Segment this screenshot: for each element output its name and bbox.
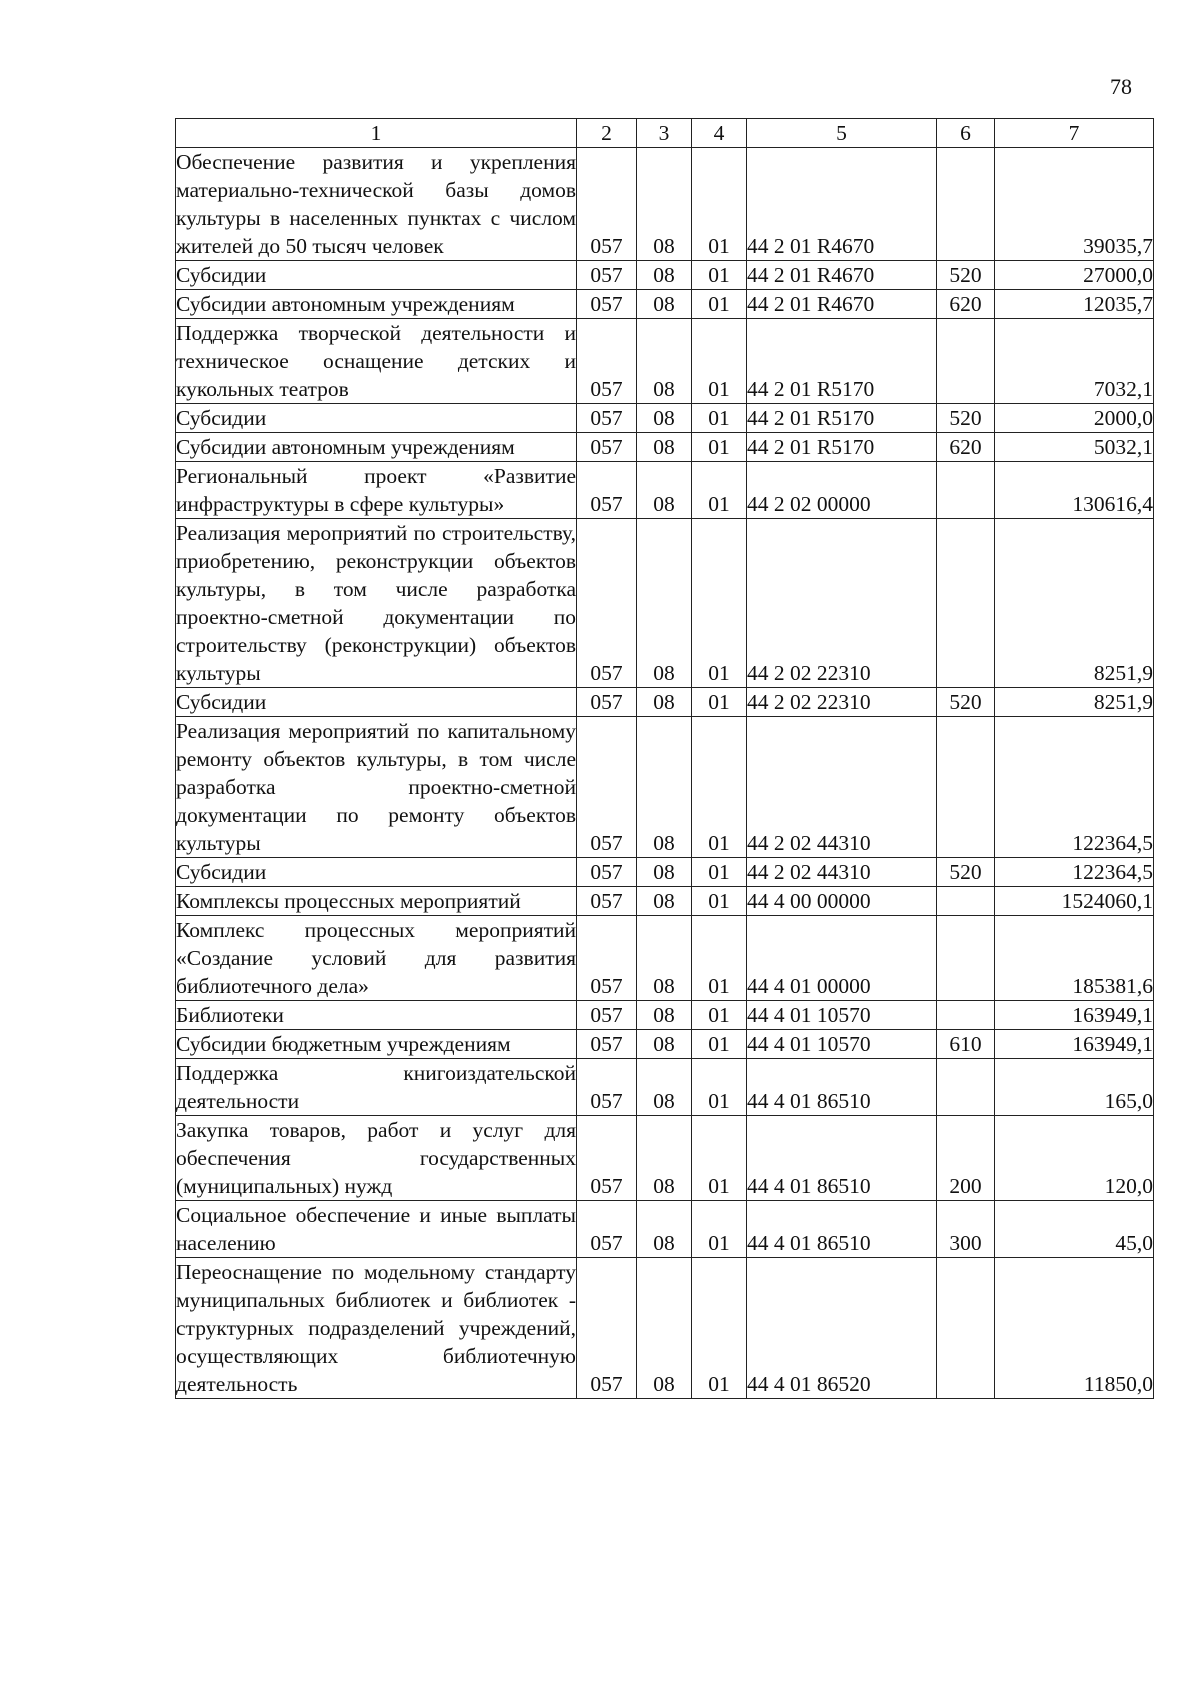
ministry-code-cell: 057 xyxy=(577,1116,637,1201)
amount-cell: 163949,1 xyxy=(995,1030,1154,1059)
section-code-cell: 08 xyxy=(637,887,692,916)
target-article-cell: 44 2 02 44310 xyxy=(747,717,937,858)
item-name-cell: Субсидии xyxy=(176,261,577,290)
ministry-code-cell: 057 xyxy=(577,688,637,717)
table-row xyxy=(176,261,1154,290)
amount-cell: 8251,9 xyxy=(995,519,1154,688)
table-row xyxy=(176,1059,1154,1116)
subsection-code-cell: 01 xyxy=(692,290,747,319)
table-row xyxy=(176,519,1154,688)
section-code-cell: 08 xyxy=(637,462,692,519)
subsection-code-cell: 01 xyxy=(692,1258,747,1399)
table-row xyxy=(176,916,1154,1001)
ministry-code-cell: 057 xyxy=(577,1258,637,1399)
expense-type-cell: 300 xyxy=(937,1201,995,1258)
section-code-cell: 08 xyxy=(637,148,692,261)
section-code-cell: 08 xyxy=(637,1201,692,1258)
section-code-cell: 08 xyxy=(637,433,692,462)
ministry-code-cell: 057 xyxy=(577,319,637,404)
expense-type-cell xyxy=(937,148,995,261)
target-article-cell: 44 4 01 86510 xyxy=(747,1201,937,1258)
section-code-cell: 08 xyxy=(637,261,692,290)
expense-type-cell: 520 xyxy=(937,858,995,887)
subsection-code-cell: 01 xyxy=(692,404,747,433)
item-name-cell: Региональный проект «Развитие инфраструктуры в сфере культуры» xyxy=(176,462,577,519)
expense-type-cell: 520 xyxy=(937,404,995,433)
subsection-code-cell: 01 xyxy=(692,717,747,858)
amount-cell: 45,0 xyxy=(995,1201,1154,1258)
ministry-code-cell: 057 xyxy=(577,717,637,858)
ministry-code-cell: 057 xyxy=(577,519,637,688)
header-row xyxy=(176,119,1154,148)
table-body xyxy=(176,148,1154,1399)
section-code-cell: 08 xyxy=(637,1030,692,1059)
amount-cell: 2000,0 xyxy=(995,404,1154,433)
section-code-cell: 08 xyxy=(637,717,692,858)
subsection-code-cell: 01 xyxy=(692,1116,747,1201)
column-header: 5 xyxy=(747,119,937,148)
table-row xyxy=(176,462,1154,519)
column-header: 3 xyxy=(637,119,692,148)
expense-type-cell xyxy=(937,916,995,1001)
subsection-code-cell: 01 xyxy=(692,1030,747,1059)
subsection-code-cell: 01 xyxy=(692,858,747,887)
target-article-cell: 44 2 02 00000 xyxy=(747,462,937,519)
ministry-code-cell: 057 xyxy=(577,290,637,319)
expense-type-cell: 520 xyxy=(937,688,995,717)
subsection-code-cell: 01 xyxy=(692,1201,747,1258)
amount-cell: 163949,1 xyxy=(995,1001,1154,1030)
item-name-cell: Субсидии автономным учреждениям xyxy=(176,290,577,319)
section-code-cell: 08 xyxy=(637,290,692,319)
section-code-cell: 08 xyxy=(637,1116,692,1201)
amount-cell: 185381,6 xyxy=(995,916,1154,1001)
item-name-cell: Поддержка творческой деятельности и техническое оснащение детских и кукольных театров xyxy=(176,319,577,404)
item-name-cell: Субсидии бюджетным учреждениям xyxy=(176,1030,577,1059)
target-article-cell: 44 2 01 R5170 xyxy=(747,319,937,404)
ministry-code-cell: 057 xyxy=(577,148,637,261)
ministry-code-cell: 057 xyxy=(577,261,637,290)
table-row xyxy=(176,1030,1154,1059)
target-article-cell: 44 2 01 R5170 xyxy=(747,433,937,462)
section-code-cell: 08 xyxy=(637,916,692,1001)
table-row xyxy=(176,319,1154,404)
column-header: 1 xyxy=(176,119,577,148)
target-article-cell: 44 4 01 86510 xyxy=(747,1059,937,1116)
expense-type-cell: 620 xyxy=(937,290,995,319)
target-article-cell: 44 4 00 00000 xyxy=(747,887,937,916)
table-row xyxy=(176,290,1154,319)
table-row xyxy=(176,148,1154,261)
ministry-code-cell: 057 xyxy=(577,433,637,462)
budget-table xyxy=(175,118,1154,1399)
amount-cell: 39035,7 xyxy=(995,148,1154,261)
amount-cell: 5032,1 xyxy=(995,433,1154,462)
target-article-cell: 44 2 02 22310 xyxy=(747,519,937,688)
table-row xyxy=(176,887,1154,916)
amount-cell: 122364,5 xyxy=(995,858,1154,887)
table-row xyxy=(176,433,1154,462)
item-name-cell: Реализация мероприятий по строительству, приобретению, реконструкции объектов культуры, в том числе разработка проектно-сметной документации по строительству (реконструкции) объектов культуры xyxy=(176,519,577,688)
expense-type-cell xyxy=(937,1001,995,1030)
amount-cell: 11850,0 xyxy=(995,1258,1154,1399)
item-name-cell: Субсидии автономным учреждениям xyxy=(176,433,577,462)
ministry-code-cell: 057 xyxy=(577,462,637,519)
item-name-cell: Обеспечение развития и укрепления материально-технической базы домов культуры в населенных пунктах с числом жителей до 50 тысяч человек xyxy=(176,148,577,261)
target-article-cell: 44 2 01 R4670 xyxy=(747,290,937,319)
item-name-cell: Поддержка книгоиздательской деятельности xyxy=(176,1059,577,1116)
ministry-code-cell: 057 xyxy=(577,858,637,887)
target-article-cell: 44 4 01 10570 xyxy=(747,1030,937,1059)
table-row xyxy=(176,717,1154,858)
section-code-cell: 08 xyxy=(637,319,692,404)
amount-cell: 1524060,1 xyxy=(995,887,1154,916)
amount-cell: 165,0 xyxy=(995,1059,1154,1116)
subsection-code-cell: 01 xyxy=(692,688,747,717)
item-name-cell: Субсидии xyxy=(176,688,577,717)
ministry-code-cell: 057 xyxy=(577,1001,637,1030)
table-row xyxy=(176,1201,1154,1258)
item-name-cell: Закупка товаров, работ и услуг для обеспечения государственных (муниципальных) нужд xyxy=(176,1116,577,1201)
item-name-cell: Социальное обеспечение и иные выплаты населению xyxy=(176,1201,577,1258)
amount-cell: 12035,7 xyxy=(995,290,1154,319)
target-article-cell: 44 4 01 86520 xyxy=(747,1258,937,1399)
section-code-cell: 08 xyxy=(637,688,692,717)
section-code-cell: 08 xyxy=(637,1059,692,1116)
subsection-code-cell: 01 xyxy=(692,148,747,261)
expense-type-cell xyxy=(937,717,995,858)
amount-cell: 120,0 xyxy=(995,1116,1154,1201)
target-article-cell: 44 2 02 22310 xyxy=(747,688,937,717)
target-article-cell: 44 4 01 86510 xyxy=(747,1116,937,1201)
expense-type-cell xyxy=(937,1258,995,1399)
table-row xyxy=(176,688,1154,717)
target-article-cell: 44 2 01 R4670 xyxy=(747,148,937,261)
subsection-code-cell: 01 xyxy=(692,519,747,688)
item-name-cell: Субсидии xyxy=(176,404,577,433)
expense-type-cell xyxy=(937,1059,995,1116)
expense-type-cell: 610 xyxy=(937,1030,995,1059)
page-number: 78 xyxy=(1110,74,1132,99)
item-name-cell: Комплексы процессных мероприятий xyxy=(176,887,577,916)
target-article-cell: 44 4 01 10570 xyxy=(747,1001,937,1030)
item-name-cell: Библиотеки xyxy=(176,1001,577,1030)
ministry-code-cell: 057 xyxy=(577,1059,637,1116)
section-code-cell: 08 xyxy=(637,858,692,887)
section-code-cell: 08 xyxy=(637,1001,692,1030)
column-header: 4 xyxy=(692,119,747,148)
section-code-cell: 08 xyxy=(637,404,692,433)
item-name-cell: Субсидии xyxy=(176,858,577,887)
target-article-cell: 44 2 01 R5170 xyxy=(747,404,937,433)
expense-type-cell xyxy=(937,519,995,688)
amount-cell: 27000,0 xyxy=(995,261,1154,290)
ministry-code-cell: 057 xyxy=(577,1201,637,1258)
subsection-code-cell: 01 xyxy=(692,1059,747,1116)
expense-type-cell: 520 xyxy=(937,261,995,290)
ministry-code-cell: 057 xyxy=(577,887,637,916)
column-header: 7 xyxy=(995,119,1154,148)
table-row xyxy=(176,404,1154,433)
amount-cell: 8251,9 xyxy=(995,688,1154,717)
column-header: 6 xyxy=(937,119,995,148)
subsection-code-cell: 01 xyxy=(692,887,747,916)
item-name-cell: Реализация мероприятий по капитальному ремонту объектов культуры, в том числе разработка проектно-сметной документации по ремонту объектов культуры xyxy=(176,717,577,858)
expense-type-cell: 620 xyxy=(937,433,995,462)
table-row xyxy=(176,1258,1154,1399)
column-header: 2 xyxy=(577,119,637,148)
section-code-cell: 08 xyxy=(637,519,692,688)
table-row xyxy=(176,858,1154,887)
subsection-code-cell: 01 xyxy=(692,319,747,404)
subsection-code-cell: 01 xyxy=(692,261,747,290)
table-row xyxy=(176,1116,1154,1201)
expense-type-cell: 200 xyxy=(937,1116,995,1201)
target-article-cell: 44 4 01 00000 xyxy=(747,916,937,1001)
expense-type-cell xyxy=(937,462,995,519)
table-row xyxy=(176,1001,1154,1030)
amount-cell: 130616,4 xyxy=(995,462,1154,519)
item-name-cell: Комплекс процессных мероприятий «Создание условий для развития библиотечного дела» xyxy=(176,916,577,1001)
target-article-cell: 44 2 01 R4670 xyxy=(747,261,937,290)
subsection-code-cell: 01 xyxy=(692,433,747,462)
ministry-code-cell: 057 xyxy=(577,1030,637,1059)
item-name-cell: Переоснащение по модельному стандарту муниципальных библиотек и библиотек - структурных подразделений учреждений, осуществляющих библиотечную деятельность xyxy=(176,1258,577,1399)
expense-type-cell xyxy=(937,319,995,404)
amount-cell: 122364,5 xyxy=(995,717,1154,858)
target-article-cell: 44 2 02 44310 xyxy=(747,858,937,887)
subsection-code-cell: 01 xyxy=(692,1001,747,1030)
subsection-code-cell: 01 xyxy=(692,916,747,1001)
amount-cell: 7032,1 xyxy=(995,319,1154,404)
subsection-code-cell: 01 xyxy=(692,462,747,519)
ministry-code-cell: 057 xyxy=(577,404,637,433)
ministry-code-cell: 057 xyxy=(577,916,637,1001)
expense-type-cell xyxy=(937,887,995,916)
section-code-cell: 08 xyxy=(637,1258,692,1399)
